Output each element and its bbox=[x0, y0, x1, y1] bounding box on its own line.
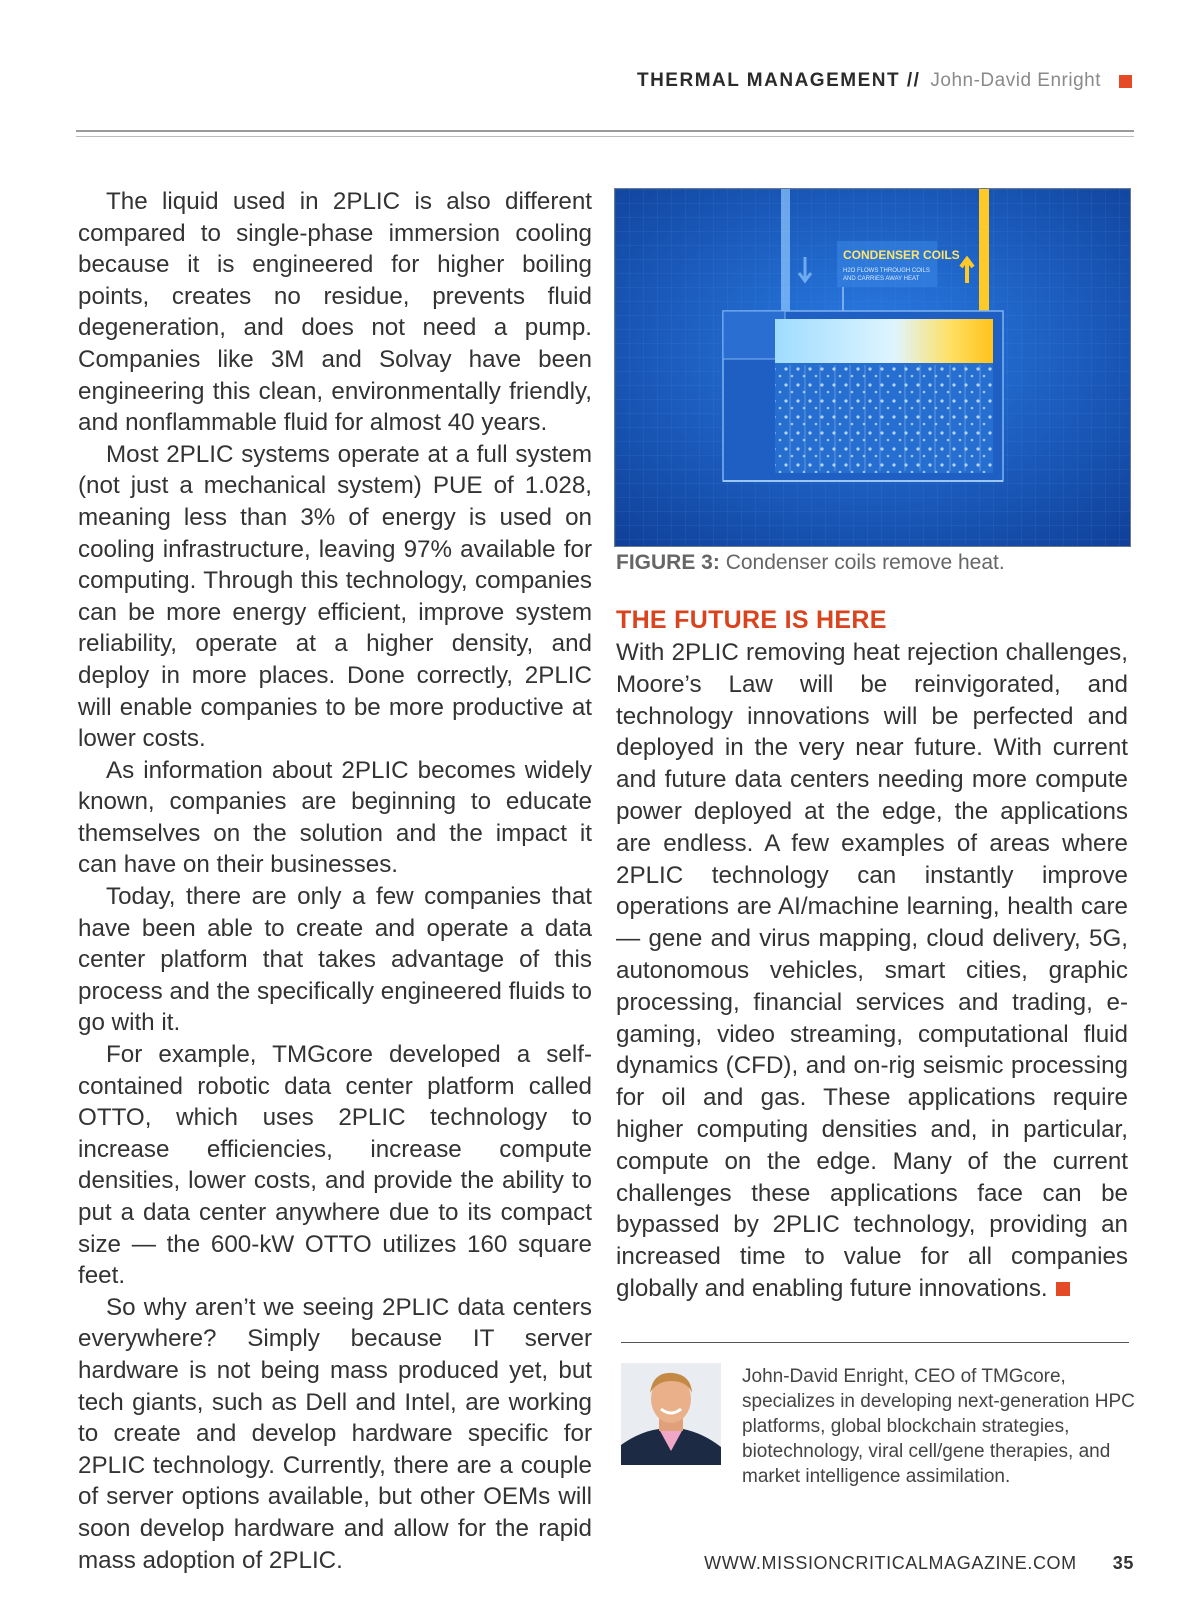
page-footer bbox=[704, 1553, 1134, 1574]
page-number: 35 bbox=[1112, 1553, 1134, 1573]
section-title: THERMAL MANAGEMENT // bbox=[636, 70, 921, 91]
header-rule bbox=[76, 130, 1134, 132]
right-column bbox=[616, 606, 1128, 1305]
body-paragraph: As information about 2PLIC becomes widely known, companies are beginning to educate themselves on the solution and the impact it can have on their businesses. bbox=[78, 756, 592, 879]
section-heading: THE FUTURE IS HERE bbox=[616, 606, 887, 634]
body-paragraph bbox=[616, 637, 1128, 1305]
condenser-illustration bbox=[615, 189, 1130, 546]
left-column bbox=[78, 186, 592, 1576]
body-paragraph: Today, there are only a few companies that have been able to create and operate a data center platform that takes advantage of this process and the specifically engineered fluids to go with it. bbox=[78, 883, 592, 1037]
body-paragraph: So why aren’t we seeing 2PLIC data centers everywhere? Simply because IT server hardware is not being mass produced yet, but tech giants, such as Dell and Intel, are working to create and develop hardware specific for 2PLIC technology. Currently, there are a couple of server options available, but other OEMs will soon develop hardware and allow for the rapid mass adoption of 2PLIC. bbox=[78, 1293, 592, 1574]
image-label-title: CONDENSER COILS bbox=[843, 248, 960, 262]
author-bio: John-David Enright, CEO of TMGcore, specializes in developing next-generation HPC platforms, global blockchain strategies, biotechnology, viral cell/gene therapies, and market intelligence assimilation. bbox=[742, 1366, 1135, 1487]
header-rule-thin bbox=[76, 136, 1134, 137]
end-mark-square bbox=[1056, 1282, 1070, 1296]
footer-url[interactable]: WWW.MISSIONCRITICALMAGAZINE.COM bbox=[704, 1553, 1077, 1573]
body-paragraph: Most 2PLIC systems operate at a full system (not just a mechanical system) PUE of 1.028, meaning less than 3% of energy is used on cooling infrastructure, leaving 97% available for computing. Through this technology, companies can be more energy efficient, improve system reliability, operate at a higher density, and deploy in more places. Done correctly, 2PLIC will enable companies to be more productive at lower costs. bbox=[78, 440, 592, 753]
caption-text: Condenser coils remove heat. bbox=[725, 551, 1005, 574]
header-square-marker bbox=[1119, 75, 1132, 88]
author-portrait bbox=[621, 1363, 721, 1465]
image-label-line1: H2O FLOWS THROUGH COILS bbox=[843, 268, 930, 274]
figure-image bbox=[614, 188, 1131, 547]
body-paragraph: The liquid used in 2PLIC is also different compared to single-phase immersion cooling because it is engineered for higher boiling points, creates no residue, prevents fluid degeneration, and does not need a pump. Companies like 3M and Solvay have been engineering this clean, environmentally friendly, and nonflammable fluid for almost 40 years. bbox=[78, 188, 592, 437]
bio-divider bbox=[621, 1342, 1129, 1343]
header-author: John-David Enright bbox=[930, 70, 1101, 91]
running-header bbox=[637, 70, 1132, 92]
body-paragraph-text: With 2PLIC removing heat rejection challenges, Moore’s Law will be reinvigorated, and technology innovations will be perfected and deployed in the very near future. With current and future data centers needing more compute power deployed at the edge, the applications are endless. A few examples of areas where 2PLIC technology can instantly improve operations are AI/machine learning, health care — gene and virus mapping, cloud delivery, 5G, autonomous vehicles, smart cities, graphic processing, financial services and trading, e-gaming, video streaming, computational fluid dynamics (CFD), and on-rig seismic processing for oil and gas. These applications require higher computing densities and, in particular, compute on the edge. Many of the current challenges these applications face can be bypassed by 2PLIC technology, providing an increased time to value for all companies globally and enabling future innovations. bbox=[616, 639, 1128, 1302]
image-label-line2: AND CARRIES AWAY HEAT bbox=[843, 276, 920, 282]
author-photo bbox=[621, 1363, 721, 1465]
caption-label: FIGURE 3: bbox=[616, 551, 720, 574]
figure-caption bbox=[616, 551, 1136, 575]
body-paragraph: For example, TMGcore developed a self-contained robotic data center platform called OTTO, which uses 2PLIC technology to increase efficiencies, increase compute densities, lower costs, and provide the ability to put a data center anywhere due to its compact size — the 600-kW OTTO utilizes 160 square feet. bbox=[78, 1041, 592, 1290]
